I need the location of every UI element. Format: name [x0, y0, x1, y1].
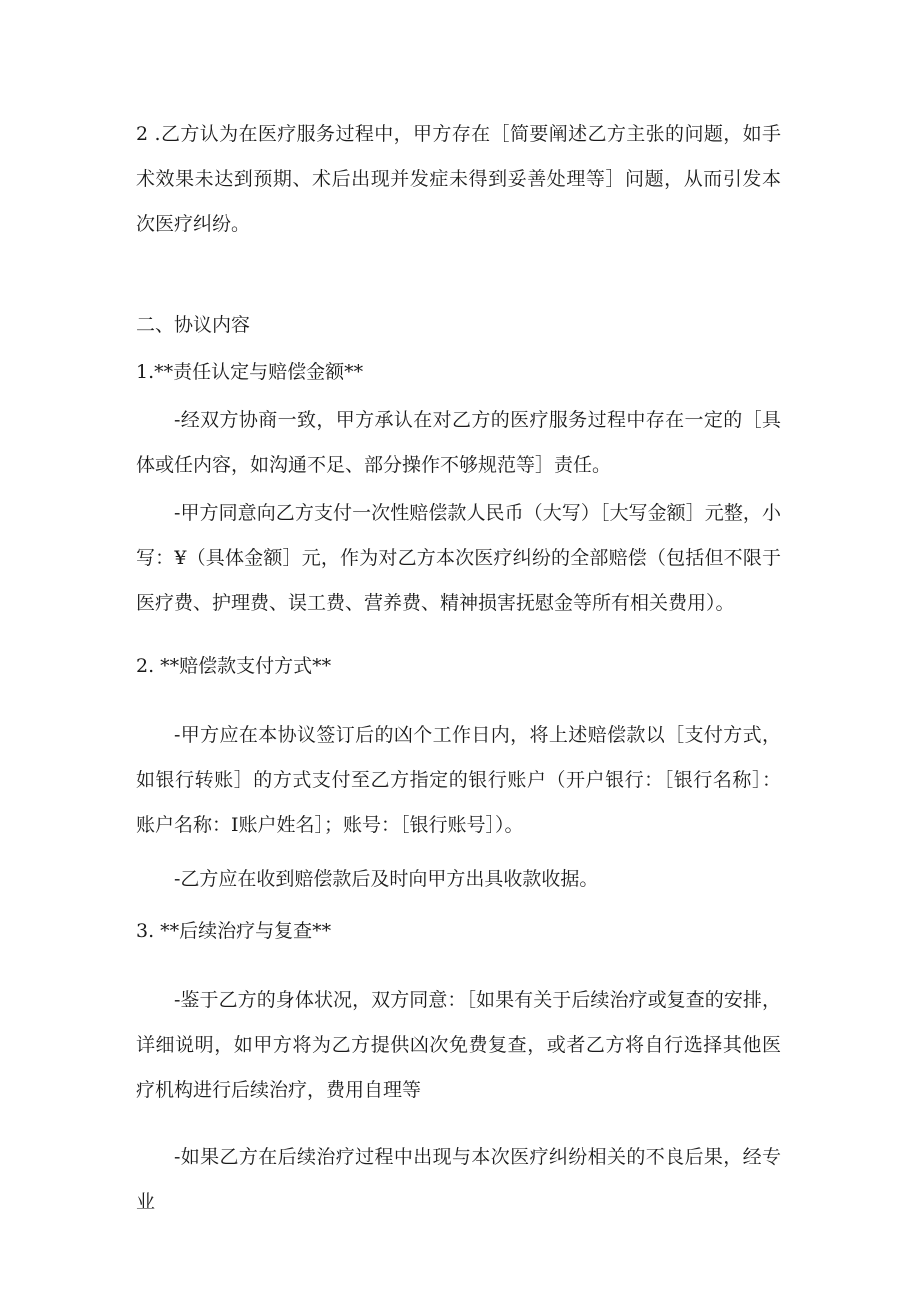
paragraph-dispute-cause: 2 .乙方认为在医疗服务过程中，甲方存在［简要阐述乙方主张的问题，如手术效果未达到预期、术后出现并发症未得到妥善处理等］问题，从而引发本次医疗纠纷。	[136, 123, 781, 235]
paragraph-liability-admission: -经双方协商一致，甲方承认在对乙方的医疗服务过程中存在一定的［具体或任内容，如沟通不足、部分操作不够规范等］责任。	[136, 409, 781, 476]
paragraph-payment-method: -甲方应在本协议签订后的凶个工作日内，将上述赔偿款以［支付方式，如银行转账］的方式支付至乙方指定的银行账户（开户银行：［银行名称］：账户名称：I账户姓名］；账号：［银行账号］）。	[136, 724, 781, 836]
section-heading-agreement: 二、协议内容	[136, 314, 251, 336]
clause-heading-payment: 2. **赔偿款支付方式**	[136, 655, 332, 677]
paragraph-receipt: -乙方应在收到赔偿款后及时向甲方出具收款收据。	[174, 868, 599, 890]
paragraph-follow-up-arrangement: -鉴于乙方的身体状况，双方同意：［如果有关于后续治疗或复查的安排，详细说明，如甲方将为乙方提供凶次免费复查，或者乙方将自行选择其他医疗机构进行后续治疗，费用自理等	[136, 989, 781, 1101]
clause-heading-follow-up: 3. **后续治疗与复查**	[136, 920, 332, 942]
paragraph-compensation-amount: -甲方同意向乙方支付一次性赔偿款人民币（大写）［大写金额］元整，小写：¥（具体金额］元，作为对乙方本次医疗纠纷的全部赔偿（包括但不限于医疗费、护理费、误工费、营养费、精神损害抚慰金等所有相关费用）。	[136, 502, 781, 614]
paragraph-adverse-consequences: -如果乙方在后续治疗过程中出现与本次医疗纠纷相关的不良后果，经专业	[136, 1146, 781, 1213]
clause-heading-liability: 1.**责任认定与赔偿金额**	[136, 361, 364, 383]
